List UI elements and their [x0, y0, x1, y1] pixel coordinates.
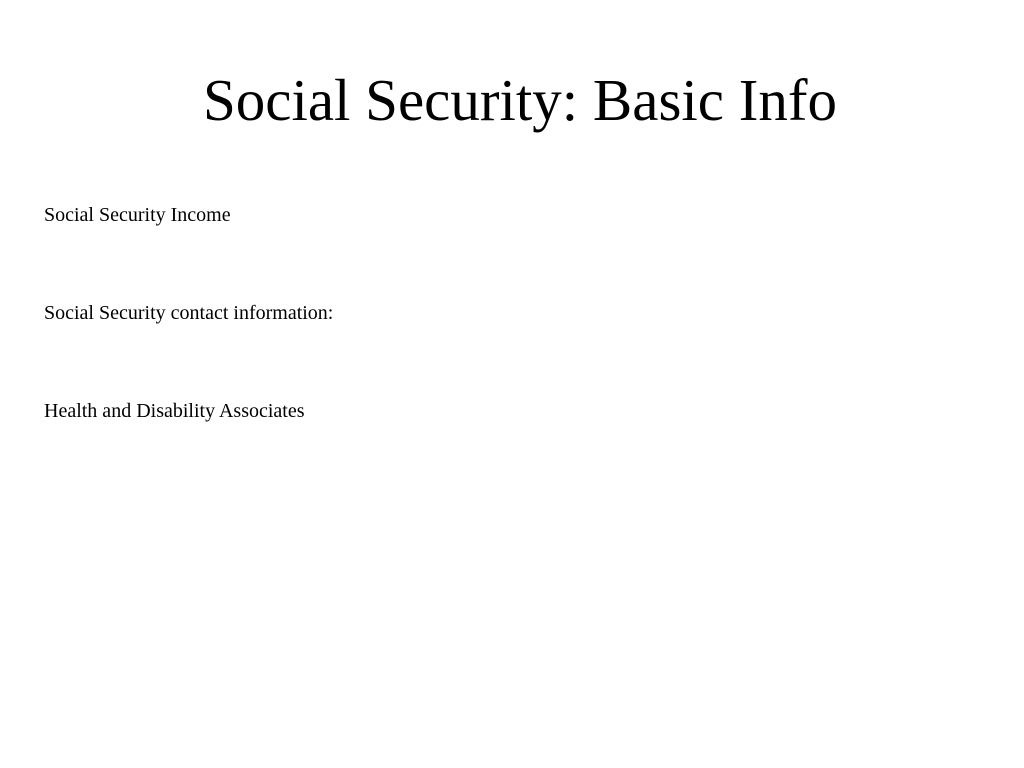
slide-body	[44, 202, 984, 496]
slide-title: Social Security: Basic Info	[202, 67, 838, 133]
body-item-health-disability-associates: Health and Disability Associates	[44, 400, 305, 422]
body-item-social-security-income: Social Security Income	[44, 204, 231, 226]
body-item-contact-information: Social Security contact information:	[44, 302, 334, 324]
